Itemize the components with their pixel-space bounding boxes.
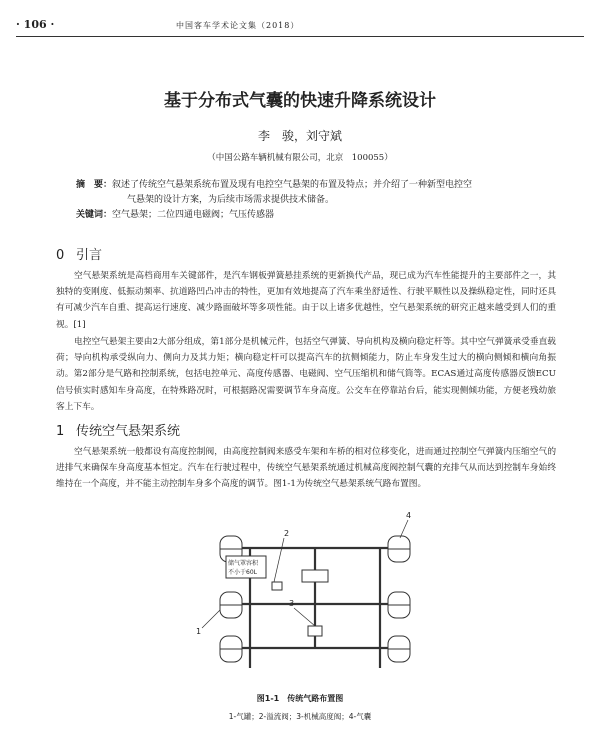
air-bag-mr [388,592,410,618]
section-1-title: 传统空气悬架系统 [76,424,181,439]
abstract-text-1: 叙述了传统空气悬架系统布置及现有电控空气悬架的布置及特点；并介绍了一种新型电控空 [112,180,473,190]
article-title: 基于分布式气囊的快速升降系统设计 [164,91,436,111]
leader-1 [202,610,220,628]
reservoir-label-2: 不小于60L [228,569,257,576]
callout-1: 1 [196,627,202,636]
section-1-number: 1 [56,424,65,439]
intro-paragraph-1-text: 空气悬架系统是高档商用车关键部件，是汽车钢板弹簧悬挂系统的更新换代产品，现已成为汽车性能提升的主要部件之一，其独特的变刚度、低振动频率、抗道路凹凸冲击的特性，更加有效地提高了汽车乘坐舒适性、行驶平顺性以及操纵稳定性，同时还具有可减少汽车自重、提高运行速度、减少路面破坏等多项性能。由于以上诸多优越性，空气悬架系统的研究正越来越受到人们的重视。[1] [56,271,556,330]
air-bag-fr [388,536,410,562]
abstract-block [76,178,554,223]
abstract-text-2: 气悬架的设计方案，为后续市场需求提供技术储备。 [127,195,335,205]
header-rule [16,36,584,37]
keywords-line [76,208,554,223]
journal-name: 中国客车学术论文集（2018） [176,21,300,30]
section-0-heading [56,244,102,263]
figure-caption: 图1-1 传统气路布置图 [256,694,344,703]
running-header [16,14,584,36]
affiliation: （中国公路车辆机械有限公司，北京 100055） [207,153,393,163]
air-bag-rr [388,636,410,662]
keywords: 空气悬架；二位四通电磁阀；气压传感器 [112,210,275,220]
intro-paragraph-1 [56,268,556,333]
keywords-label: 关键词： [76,210,113,220]
section-1-paragraph [56,444,556,493]
section-1-paragraph-text: 空气悬架系统一般都设有高度控制阀，由高度控制阀来感受车架和车桥的相对位移变化，进而通过控制空气弹簧内压缩空气的进排气来确保车身高度基本恒定。汽车在行驶过程中，传统空气悬架系统通过机械高度阀控制气囊的充排气从而达到控制车身始终维持在一个高度，并不能主动控制车身多个高度的调节。图1-1为传统空气悬架系统气路布置图。 [56,447,556,490]
leader-2 [274,538,284,582]
section-0-title: 引言 [76,248,103,263]
air-circuit-figure [190,508,440,690]
section-0-number: 0 [56,248,65,263]
figure-legend: 1-气罐；2-溢流阀；3-机械高度阀；4-气囊 [228,712,372,721]
callout-3: 3 [289,599,295,608]
air-bag-rl [220,636,242,662]
reservoir-label-1: 储气罩容积 [228,560,259,567]
page-number: · 106 · [16,18,55,31]
callout-4: 4 [406,511,412,520]
leader-3 [294,608,315,626]
intro-paragraph-2-text: 电控空气悬架主要由2大部分组成，第1部分是机械元件，包括空气弹簧、导向机构及横向稳定杆等。其中空气弹簧承受垂直载荷；导向机构承受纵向力、侧向力及其力矩；横向稳定杆可以提高汽车的抗侧倾能力，防止车身发生过大的横向侧倾和横向角振动。第2部分是气路和控制系统，包括电控单元、高度传感器、电磁阀、空气压缩机和储气筒等。ECAS通过高度传感器反馈ECU信号侦实时感知车身高度，在特殊路况时，可根据路况需要调节车身高度。公交车在停靠站台后，能实现侧倾功能，方便老残幼旅客上下车。 [56,337,556,412]
air-tank [302,570,328,582]
authors: 李 骏，刘守斌 [257,129,342,143]
intro-paragraph-2 [56,334,556,415]
abstract-label: 摘 要： [76,180,113,190]
air-bag-ml [220,592,242,618]
section-1-heading [56,420,180,439]
callout-2: 2 [284,529,290,538]
abstract-line-1 [76,178,554,193]
overflow-valve [272,582,282,590]
leader-4 [400,520,408,538]
height-valve [308,626,322,636]
